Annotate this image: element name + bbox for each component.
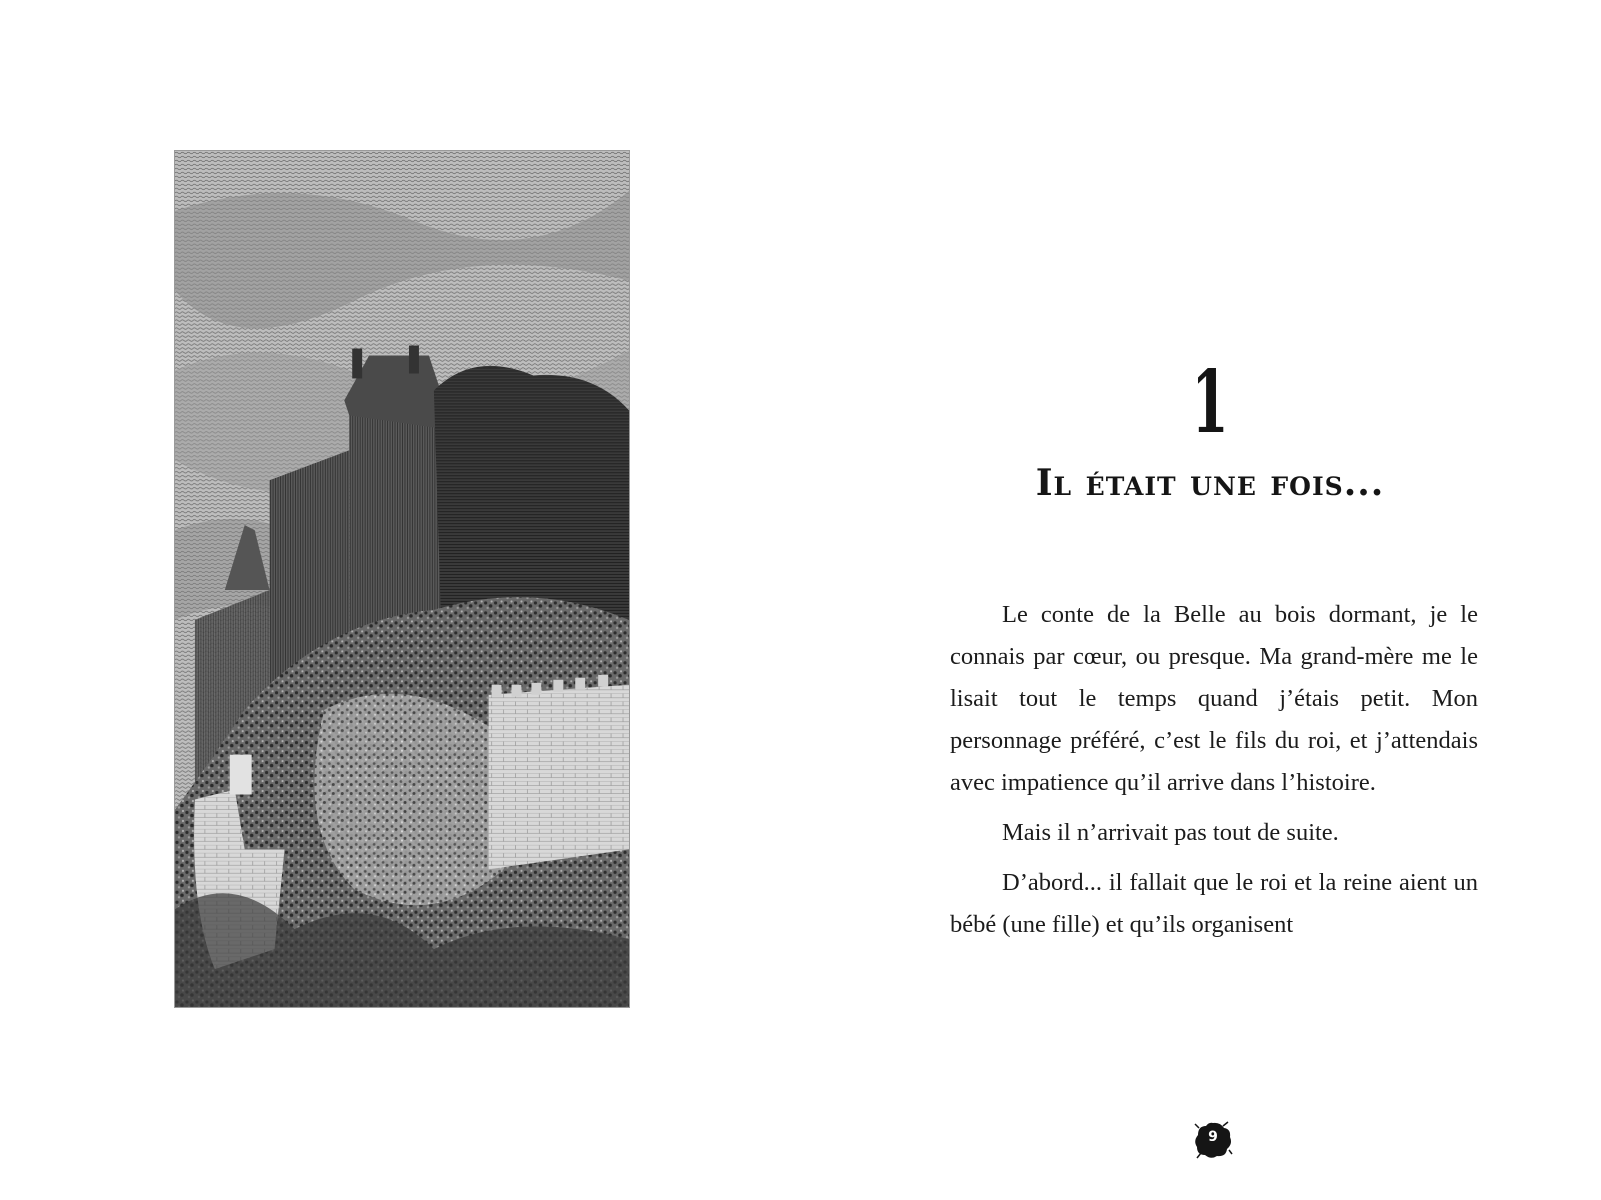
engraving-image: [175, 151, 629, 1007]
page-number: 9: [1208, 1129, 1218, 1145]
page-number-badge: [1193, 1120, 1233, 1160]
chapter-number: 1: [1191, 352, 1229, 453]
paragraph-2: Mais il n’arrivait pas tout de suite.: [1002, 819, 1339, 846]
paragraph-3: D’abord... il fallait que le roi et la reine aient un bébé (une fille) et qu’ils organisent: [950, 869, 1478, 938]
chapter-title: Il était une fois...: [1035, 462, 1385, 504]
paragraph-1: Le conte de la Belle au bois dormant, je le connais par cœur, ou presque. Ma grand-mère me le lisait tout le temps quand j’étais petit. Mon personnage préféré, c’est le fils du roi, et j’attendais avec impatience qu’il arrive dans l’histoire.: [950, 601, 1478, 796]
castle-engraving-illustration: [174, 150, 630, 1008]
chapter-body-text: [950, 594, 1478, 954]
